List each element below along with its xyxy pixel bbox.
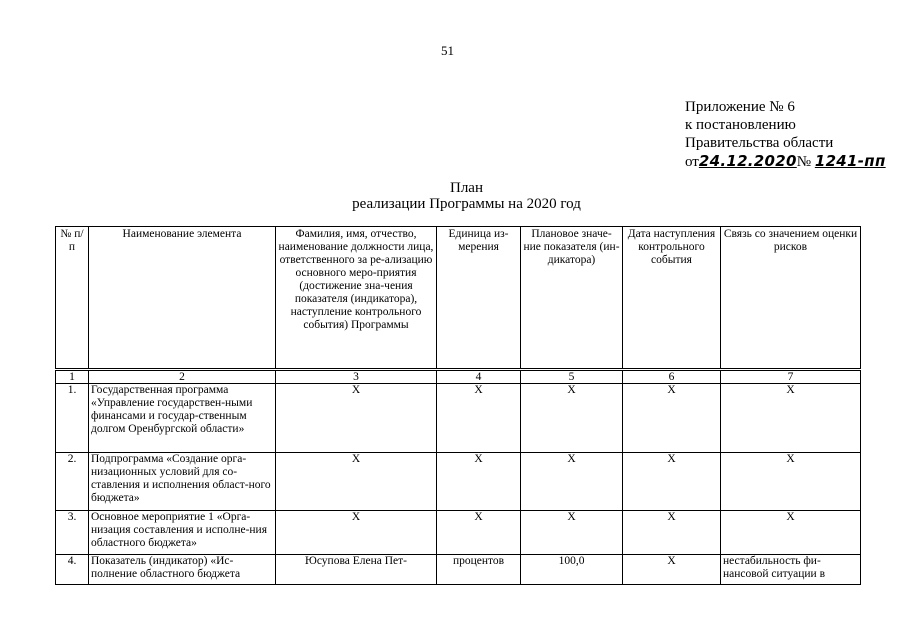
column-number-row	[56, 371, 861, 384]
header-cell-unit: Единица из-мерения	[437, 227, 521, 369]
table-row	[56, 511, 861, 555]
element-name: Основное мероприятие 1 «Орга-низация составления и исполне-ния областного бюджета»	[89, 511, 276, 555]
unit-cell: X	[437, 384, 521, 453]
risk-cell: X	[721, 453, 861, 511]
column-number: 4	[437, 371, 521, 384]
table-row	[56, 453, 861, 511]
element-name: Государственная программа «Управление государствен-ными финансами и государ-ственным долгом Оренбургской области»	[89, 384, 276, 453]
unit-cell: X	[437, 453, 521, 511]
handwritten-date: 24.12.2020	[698, 152, 797, 170]
responsible-cell: X	[276, 453, 437, 511]
date-cell: X	[623, 384, 721, 453]
date-cell: X	[623, 555, 721, 585]
annex-line-1: Приложение № 6	[685, 99, 795, 115]
column-number: 2	[89, 371, 276, 384]
risk-cell: X	[721, 384, 861, 453]
table-row	[56, 555, 861, 585]
column-number: 1	[56, 371, 89, 384]
annex-from-prefix: от	[685, 154, 699, 170]
header-cell-plan-value: Плановое значе-ние показателя (ин-дикатора)	[521, 227, 623, 369]
plan-value-cell: X	[521, 453, 623, 511]
plan-value-cell: X	[521, 384, 623, 453]
plan-table-body	[55, 370, 861, 585]
risk-cell: нестабильность фи-нансовой ситуации в	[721, 555, 861, 585]
row-number: 2.	[56, 453, 89, 511]
annex-line-3: Правительства области	[685, 135, 834, 151]
column-number: 6	[623, 371, 721, 384]
element-name: Показатель (индикатор) «Ис-полнение областного бюджета	[89, 555, 276, 585]
risk-cell: X	[721, 511, 861, 555]
annex-date-line	[685, 152, 886, 171]
row-number: 4.	[56, 555, 89, 585]
header-cell-date: Дата наступления контрольного события	[623, 227, 721, 369]
date-cell: X	[623, 453, 721, 511]
plan-title: План	[449, 180, 483, 196]
responsible-cell: Юсупова Елена Пет-	[276, 555, 437, 585]
header-row	[56, 227, 861, 369]
responsible-cell: X	[276, 384, 437, 453]
table-row	[56, 384, 861, 453]
column-number: 3	[276, 371, 437, 384]
row-number: 1.	[56, 384, 89, 453]
unit-cell: X	[437, 511, 521, 555]
date-cell: X	[623, 511, 721, 555]
header-cell-name: Наименование элемента	[89, 227, 276, 369]
page-number: 51	[441, 43, 454, 58]
plan-value-cell: X	[521, 511, 623, 555]
annex-line-2: к постановлению	[685, 117, 796, 133]
column-number: 7	[721, 371, 861, 384]
plan-table-header	[55, 226, 861, 369]
element-name: Подпрограмма «Создание орга-низационных условий для со-ставления и исполнения област-ного бюджета»	[89, 453, 276, 511]
handwritten-number: 1241-пп	[814, 152, 886, 170]
column-number: 5	[521, 371, 623, 384]
annex-number-sign: №	[796, 154, 812, 170]
plan-subtitle: реализации Программы на 2020 год	[352, 196, 581, 212]
unit-cell: процентов	[437, 555, 521, 585]
header-cell-responsible: Фамилия, имя, отчество, наименование должности лица, ответственного за ре-ализацию основного меро-приятия (достижение зна-чения показателя (индикатора), наступление контрольного события) Программы	[276, 227, 437, 369]
header-cell-no: № п/п	[56, 227, 89, 369]
row-number: 3.	[56, 511, 89, 555]
annex-block	[685, 98, 886, 171]
plan-value-cell: 100,0	[521, 555, 623, 585]
responsible-cell: X	[276, 511, 437, 555]
header-cell-risk: Связь со значением оценки рисков	[721, 227, 861, 369]
